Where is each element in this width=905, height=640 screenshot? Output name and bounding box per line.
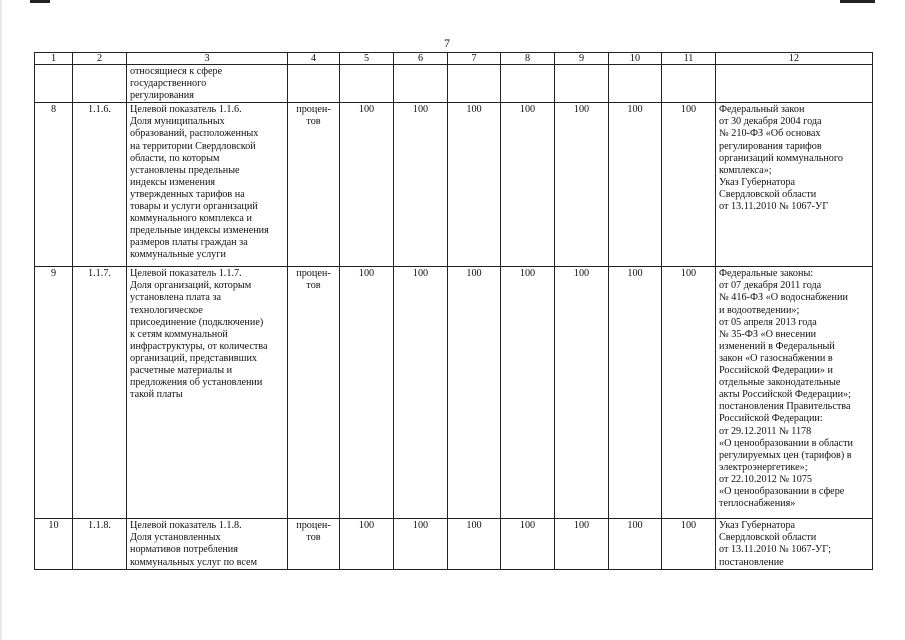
value-cell xyxy=(394,65,448,103)
value-cell: 100 xyxy=(555,519,609,569)
header-cell: 11 xyxy=(662,53,716,65)
value-cell: 100 xyxy=(501,103,555,267)
table-row xyxy=(35,103,873,267)
unit: процен- тов xyxy=(288,103,340,267)
value-cell xyxy=(340,65,394,103)
value-cell: 100 xyxy=(448,103,501,267)
value-cell: 100 xyxy=(501,267,555,519)
value-cell: 100 xyxy=(340,267,394,519)
value-cell: 100 xyxy=(609,267,662,519)
scan-edge xyxy=(0,0,2,640)
value-cell: 100 xyxy=(662,519,716,569)
value-cell xyxy=(609,65,662,103)
indicator-description: относящиеся к сфере государственного регулирования xyxy=(127,65,288,103)
header-cell: 5 xyxy=(340,53,394,65)
indicator-description: Целевой показатель 1.1.6. Доля муниципальных образований, расположенных на территории Свердловской области, по которым установлены предельные индексы изменения утвержденных тарифов на товары и услуги организаций коммунального комплекса и предельные индексы изменения размеров платы граждан за коммунальные услуги xyxy=(127,103,288,267)
header-cell: 3 xyxy=(127,53,288,65)
indicator-description: Целевой показатель 1.1.8. Доля установленных нормативов потребления коммунальных услуг по всем xyxy=(127,519,288,569)
indicator-description: Целевой показатель 1.1.7. Доля организаций, которым установлена плата за технологическое присоединение (подключение) к сетям коммунальной инфраструктуры, от количества организаций, представивших расчетные материалы и предложения об установлении такой платы xyxy=(127,267,288,519)
value-cell: 100 xyxy=(394,103,448,267)
legal-basis: Федеральный закон от 30 декабря 2004 года № 210-ФЗ «Об основах регулирования тарифов организаций коммунального комплекса»; Указ Губернатора Свердловской области от 13.11.2010 № 1067-УГ xyxy=(716,103,873,267)
value-cell: 100 xyxy=(555,267,609,519)
scan-mark-left xyxy=(30,0,50,3)
indicator-code: 1.1.7. xyxy=(73,267,127,519)
indicator-code: 1.1.8. xyxy=(73,519,127,569)
value-cell: 100 xyxy=(394,519,448,569)
legal-basis xyxy=(716,65,873,103)
table-row xyxy=(35,519,873,569)
row-number xyxy=(35,65,73,103)
legal-basis: Федеральные законы: от 07 декабря 2011 года № 416-ФЗ «О водоснабжении и водоотведении»; от 05 апреля 2013 года № 35-ФЗ «О внесении изменений в Федеральный закон «О газоснабжении в Российской Федерации» и отдельные законодательные акты Российской Федерации»; постановления Правительства Российской Федерации: от 29.12.2011 № 1178 «О ценообразовании в области регулируемых цен (тарифов) в электроэнергетике»; от 22.10.2012 № 1075 «О ценообразовании в сфере теплоснабжения» xyxy=(716,267,873,519)
value-cell xyxy=(662,65,716,103)
header-cell: 8 xyxy=(501,53,555,65)
value-cell xyxy=(555,65,609,103)
header-cell: 12 xyxy=(716,53,873,65)
header-cell: 6 xyxy=(394,53,448,65)
value-cell: 100 xyxy=(662,267,716,519)
indicators-table xyxy=(34,52,873,570)
unit xyxy=(288,65,340,103)
header-cell: 10 xyxy=(609,53,662,65)
value-cell: 100 xyxy=(394,267,448,519)
header-cell: 1 xyxy=(35,53,73,65)
header-cell: 7 xyxy=(448,53,501,65)
value-cell: 100 xyxy=(340,519,394,569)
row-number: 10 xyxy=(35,519,73,569)
row-number: 9 xyxy=(35,267,73,519)
value-cell: 100 xyxy=(662,103,716,267)
unit: процен- тов xyxy=(288,267,340,519)
header-cell: 2 xyxy=(73,53,127,65)
value-cell: 100 xyxy=(501,519,555,569)
column-number-row xyxy=(35,53,873,65)
scan-mark-right xyxy=(840,0,875,3)
value-cell: 100 xyxy=(609,519,662,569)
indicator-code xyxy=(73,65,127,103)
unit: процен- тов xyxy=(288,519,340,569)
value-cell: 100 xyxy=(448,267,501,519)
value-cell xyxy=(501,65,555,103)
value-cell: 100 xyxy=(555,103,609,267)
value-cell: 100 xyxy=(609,103,662,267)
header-cell: 4 xyxy=(288,53,340,65)
row-number: 8 xyxy=(35,103,73,267)
legal-basis: Указ Губернатора Свердловской области от 13.11.2010 № 1067-УГ; постановление xyxy=(716,519,873,569)
value-cell: 100 xyxy=(448,519,501,569)
value-cell xyxy=(448,65,501,103)
header-cell: 9 xyxy=(555,53,609,65)
table-row xyxy=(35,65,873,103)
page-number: 7 xyxy=(444,36,450,50)
value-cell: 100 xyxy=(340,103,394,267)
table-row xyxy=(35,267,873,519)
indicator-code: 1.1.6. xyxy=(73,103,127,267)
